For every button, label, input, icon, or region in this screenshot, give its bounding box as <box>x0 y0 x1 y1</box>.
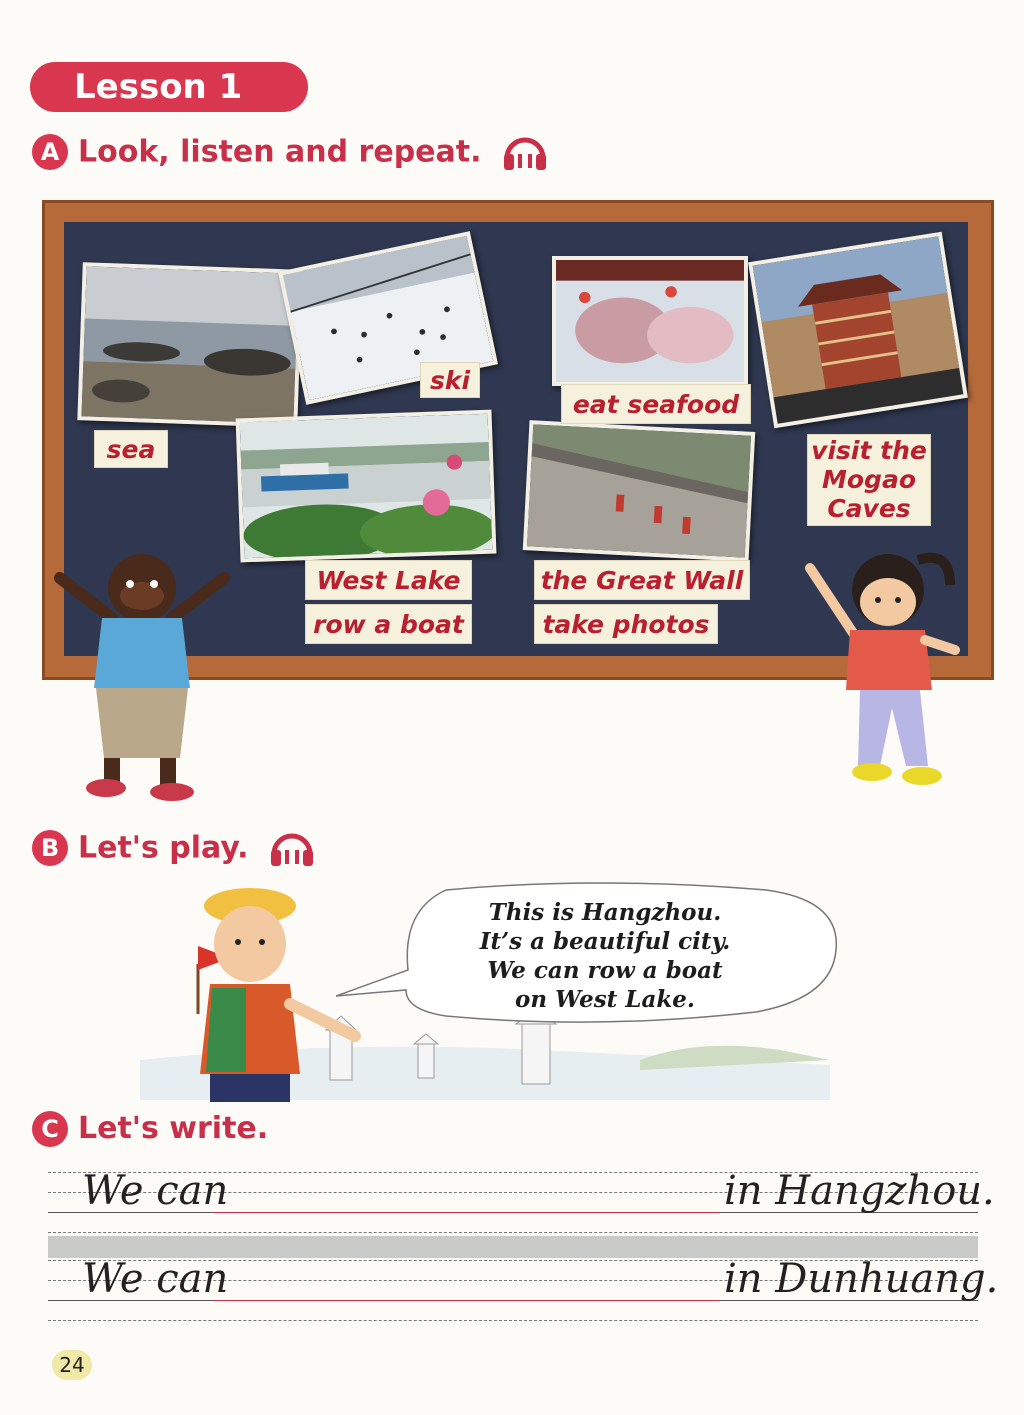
west-lake-photo <box>236 410 497 563</box>
writing-row-2-end: in Dunhuang. <box>724 1256 999 1302</box>
section-a-heading <box>32 132 548 172</box>
guide-line <box>48 1320 978 1321</box>
page-number: 24 <box>52 1350 92 1380</box>
label-take-photos: take photos <box>534 604 718 644</box>
boy-character-illustration <box>42 548 242 804</box>
label-visit-line1: visit the <box>811 436 927 465</box>
bubble-line-3: We can row a boat <box>487 957 723 984</box>
great-wall-photo <box>523 420 755 562</box>
writing-row-2-start: We can <box>82 1256 229 1302</box>
label-visit-line2: Mogao <box>822 464 916 494</box>
lesson-title: Lesson 1 <box>30 62 308 112</box>
bubble-line-1: This is Hangzhou. <box>488 899 722 926</box>
section-a-badge: A <box>32 134 68 170</box>
headphones-icon[interactable] <box>502 132 548 172</box>
section-b-badge: B <box>32 830 68 866</box>
label-visit-line3: Caves <box>827 493 911 523</box>
headphones-icon[interactable] <box>269 828 315 868</box>
writing-answer-blank-1[interactable] <box>214 1212 720 1213</box>
writing-row-1-end: in Hangzhou. <box>724 1168 995 1214</box>
writing-row-1-start: We can <box>82 1168 229 1214</box>
section-c-badge: C <box>32 1111 68 1147</box>
section-a-title: Look, listen and repeat. <box>78 134 482 170</box>
label-sea: sea <box>94 430 168 468</box>
section-c-heading <box>32 1110 268 1147</box>
writing-divider-band <box>48 1236 978 1258</box>
label-eat-seafood: eat seafood <box>561 384 751 424</box>
label-ski: ski <box>420 362 480 398</box>
label-great-wall: the Great Wall <box>534 560 750 600</box>
mogao-caves-photo <box>748 232 968 429</box>
bubble-line-4: on West Lake. <box>515 986 695 1013</box>
label-row-a-boat: row a boat <box>305 604 472 644</box>
label-visit-mogao-caves <box>807 434 931 526</box>
bubble-line-2: It’s a beautiful city. <box>479 928 731 955</box>
guide-line <box>48 1232 978 1233</box>
section-b-heading <box>32 828 315 868</box>
speech-bubble-text <box>420 898 790 1014</box>
section-b-title: Let's play. <box>78 830 249 866</box>
label-west-lake: West Lake <box>305 560 472 600</box>
section-c-title: Let's write. <box>78 1111 269 1146</box>
writing-answer-blank-2[interactable] <box>214 1300 720 1301</box>
sea-photo <box>77 262 302 428</box>
girl-character-illustration <box>800 540 970 798</box>
seafood-photo <box>552 256 748 386</box>
